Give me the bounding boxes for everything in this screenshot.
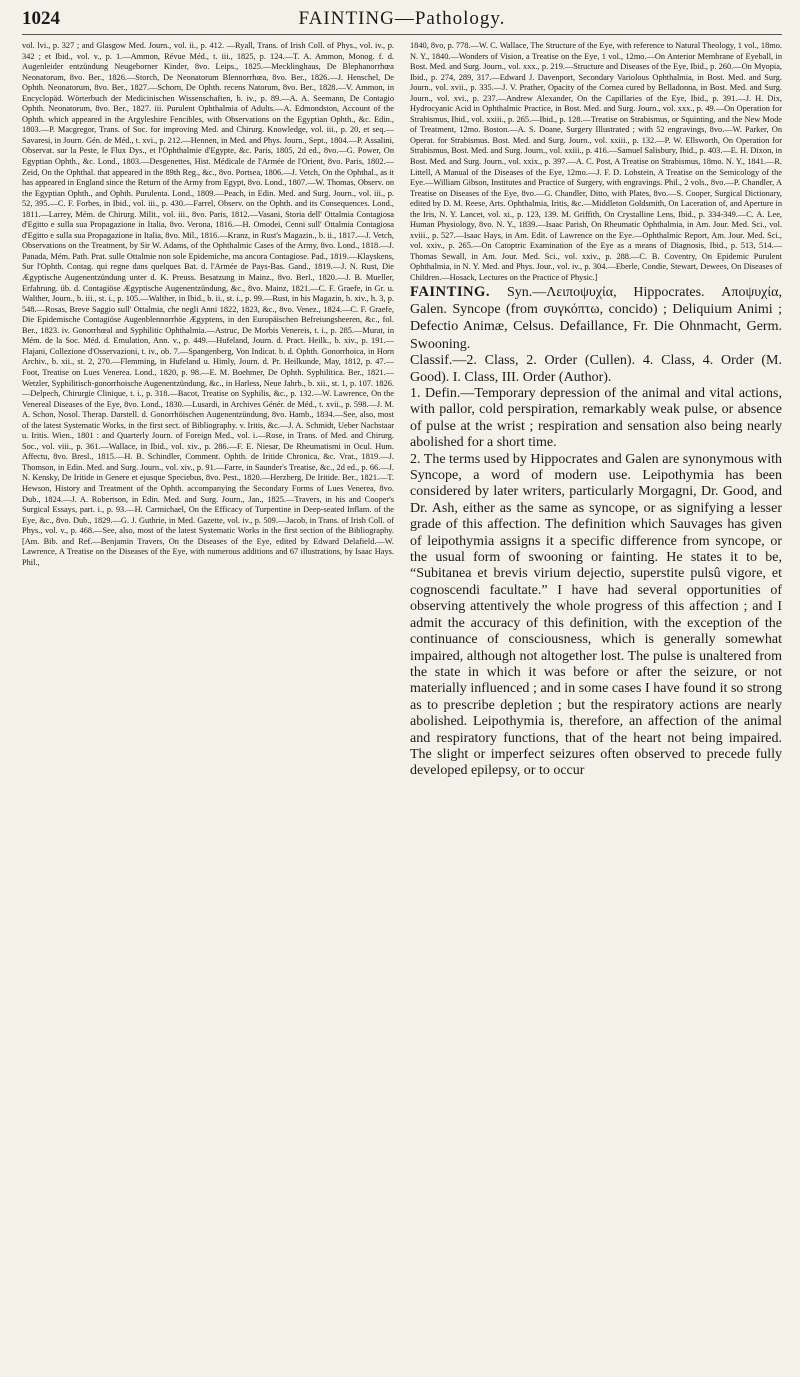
entry-term: FAINTING. bbox=[410, 283, 491, 300]
running-header bbox=[22, 8, 782, 35]
entry-synonyms: Syn.—Λειποψυχία, Hippocrates. Αποψυχία, Galen. Syncope (from συγκόπτω, concido) ; Deliquium Animi ; Defectio Animæ, Celsus. Defaillance, Fr. Die Ohnmacht, Germ. Swooning. bbox=[410, 284, 782, 352]
bibliography-text: vol. lvi., p. 327 ; and Glasgow Med. Journ., vol. ii., p. 412. —Ryall, Trans. of Irish Coll. of Phys., vol. iv., p. 342 ; et Ibid., vol. v., p. 1.—Ammon, Révue Méd., t. iii., 1825, p. 124.—T. A. Ammon, Monog. f. d. Augenleider entzündung Neugeborner Kinder, 8vo. Leips., 1825.—Mecklinghaus, De Blephanorrhœa Neonatorum, 8vo. Ber., 1826.—Storch, De Neonatorum Blennorrhœa, 8vo. Ber., 1826.—J. Henschel, De Ophth. Neonatorum, 8vo. Ber., 1827.—Schorn, De Ophth. recens Natorum, 8vo. Ber., 1828.—V. Ammon, in Encyclopäd. Wörterbuch der Medicinischen Wissenschaften, b. iv., p. 89.—A. A. Seemann, De Contagio Ophth. Neonatorum, 8vo. Ber., 1827. iii. Purulent Ophthalmia of Adults.—A. Edmondston, Account of the Ophth. which appeared in the Argyleshire Fencibles, with Observations on the Egyptian Ophth., &c. Edin., 1803.—P. Macgregor, Trans. of Soc. for improving Med. and Chirurg. Knowledge, vol. iii., p. 20, et seq.—Savaresi, in Journ. Gén. de Méd., t. xvi., p. 212.—Hennen, in Med. and Phys. Journ., Sept., 1804.—P. Assalini, Observat. sur la Peste, le Flux Dys., et l'Ophthalmie d'Egypte, &c. Paris, 1805, 2d ed., 8vo.—G. Power, On Egyptian Ophth., &c. Lond., 1803.—Desgenettes, Hist. Médicale de l'Armée de l'Orient, 8vo. Paris, 1802.—Zeid, On the Ophthal. that appeared in the 89th Reg., &c., 8vo. Portsea, 1806.—J. Vetch, On the Ophthal., as it has appeared in England since the Return of the Army from Egypt, 8vo. Lond., 1807.—W. Thomas, Observ. on the Egyptian Ophth., and Ophth. Purulenta. Lond., 1809.—Peach, in Edin. Med. and Surg. Journ., vol. iii., p. 52, 395.—C. F. Forbes, in Ibid., vol. iii., p. 430.—Farrel, Observ. on the Ophth. and its Consequences. Lond., 1811.—Larrey, Mém. de Chirurg. Milit., vol. iii., 8vo. Paris, 1812.—Vasani, Storia dell' Ottalmia Contagiosa d'Egitto e sulla sua Propagazione in Italia, 8vo. Verona, 1816.—H. Omodei, Cenni sull' Ottalmia Contagiosa d'Egitto e sulla sua Propagazione in Italia, 8vo. Mil., 1816.—Kranz, in Rust's Magazin., b. ii., 1817.—J. Vetch, Observations on the Treatment, by Sir W. Adams, of the Ophthalmic Cases of the Army, 8vo. Lond., 1818.—J. Panada, Mém. Path. Prat. sulle Ottalmie non sole Epidemiche, ma ancora Contagiose. Pad., 1819.—Klayskens, Sur l'Ophth. Contag. qui regne dans quelques Bat. d. l'Armée de Pays-Bas. Gand., 1819.—J. N. Rust, Die Ægyptische Augenentzündung unter d. K. Preuss. Besatzung in Mainz., 8vo. Berl., 1820.—J. B. Mueller, Erfahrung. üb. d. Contagiöse Ægyptische Augenentzündung, &c., 8vo. Mainz, 1821.—C. F. Graefe, in Gr. u. Walther, Journ., b. iii., st. i., p. 105.—Walther, in Ibid., b. ii., st. i., p. 99.—Rust, in his Magazin, b. xiv., h. 3, p. 548.—Rosas, Breve Saggio sull' Ottalmia, che negli Anni 1822, 1823, &c., 8vo. Venez., 1824.—C. F. Graefe, Die Epidemische Contagiöse Augenblennorrhöe Ægyptens, in den Europäischen Befreiungsheeren, &c., fol. Ber., 1823. iv. Gonorrhœal and Syphilitic Ophthalmia.—Astruc, De Morbis Venereis, t. i., p. 285.—Murat, in Mém. de la Soc. Méd. d. Emulation, Ann. v., p. 449.—Hufeland, Journ. d. Pract. Heilk., b. xiv., p. 191.—Flajani, Collezione d'Osservazioni, t. iv., ob. 7.—Spangenberg, Von Indicat. b. d. Ophth. Gonorrhoica, in Horn Archiv., b. xii., st. 2, 270.—Flemming, in Hufeland u. Himly, Journ. d. Pr. Heilkunde, May, 1812, p. 47.—Foot, Treatise on Lues Venerea. Lond., 1820, p. 98.—E. M. Boehmer, De Ophth. Syphilitica. Ber., 1821.—Wetzler, Syphilitisch-gonorrhoische Augenentzündung, &c., in Harless, Neue Jahrb., b. xii., st. 1, p. 107. 1826.—Delpech, Chirurgie Clinique, t. i., p. 318.—Bacot, Treatise on Syphilis, &c., p. 132.—W. Lawrence, On the Venereal Diseases of the Eye, 8vo. Lond., 1830.—Lusardi, in Archives Génér. de Méd., t. xvii., p. 598.—J. M. A. Schon, Nosol. Therap. Darstell. d. Gonorrhöischen Augenentzündung, 8vo. Hamb., 1834.—See, also, most of the latest Systematic Works, in the first sect. of Bibliography. v. Iritis, &c.—J. A. Schmidt, Ueber Nachstaar u. Iritis. Wien., 1801 : and Quarterly Journ. of Foreign Med., vol. i.—Rose, in Trans. of Med. and Chirurg. Soc., vol. viii., p. 361.—Wallace, in Ibid., vol. xiv., p. 286.—F. E. Niesar, De Rheumatismi in Ocul. Hum. Affectu, 8vo. Bresl., 1815.—H. B. Schindler, Comment. Ophth. de Iritide Chronica, &c. Vrat., 1819.—J. Thomson, in Edin. Med. and Surg. Journ., vol. xiv., p. 91.—Farre, in Saunder's Treatise, &c., 2d ed., p. 66.—J. N. Kensky, De Iritide in Genere et ejusque Speciebus, 8vo. Pest., 1820.—Herzberg, De Iritide. Ber., 1821.—T. Hewson, History and Treatment of the Ophth. accompanying the Secondary Forms of Lues Venerea, 8vo. Dub., 1824.—J. A. Robertson, in Edin. Med. and Surg. Journ., Jan., 1825.—Travers, in his and Cooper's Surgical Essays, part. i., p. 93.—H. Carmichael, On the Efficacy of Turpentine in Deep-seated Inflam. of the Eye, &c., 8vo. Dub., 1829.—G. J. Guthrie, in Med. Gazette, vol. iv., p. 509.—Jacob, in Trans. of Irish Coll. of Phys., vol. v., p. 468.—See, also, most of the latest Systematic Works in the first section of the Bibliography. [Am. Bib. and Ref.—Benjamin Travers, On the Diseases of the Eye, edited by Edward Delafield.—W. Lawrence, A Treatise on the Diseases of the Eye, with numerous additions and 67 illustrations, by Isaac Hays. Phil., bbox=[22, 41, 394, 567]
page-number: 1024 bbox=[22, 8, 60, 29]
running-title: FAINTING—Pathology. bbox=[298, 8, 506, 29]
discussion-paragraph: 2. The terms used by Hippocrates and Galen are synonymous with Syncope, a word of modern use. Leipothymia has been considered by later writers, particularly Morgagni, Dr. Good, and Dr. Ash, either as the same as syncope, or as signifying a lesser grade of this affection. The definition which Sauvages has given of leipothymia assigns it a specific difference from syncope, or the usual form of swooning or fainting. He states it to be, “Subitanea et brevis virium dejectio, superstite pulsû vigore, et cognoscendi facultate.” I have had several opportunities of observing attentively the whole progress of this affection ; and I admit the accuracy of this definition, with the exception of the continuance of consciousness, which is generally somewhat impaired, although not altogether lost. The pulse is unaltered from the state in which it was before or after the seizure, or not materially influenced ; and in some cases I have found it so strong as to prescribe depletion ; but the respiratory actions are nearly abolished. Leipothymia is, therefore, an affection of the animal and respiratory functions, that of the heart not being impaired. The slight or imperfect seizures often observed to precede fully developed epilepsy, or to occur bbox=[410, 451, 782, 779]
definition-paragraph: 1. Defin.—Temporary depression of the animal and vital actions, with pallor, cold perspiration, remarkably weak pulse, or absence of pulse at the wrist ; respiration and sensation also being nearly abolished for a short time. bbox=[410, 386, 782, 451]
left-column bbox=[22, 41, 394, 780]
bibliography-continued: 1840, 8vo, p. 778.—W. C. Wallace, The Structure of the Eye, with reference to Natural Theology, 1 vol., 18mo. N. Y., 1840.—Wonders of Vision, a Treatise on the Eye, 1 vol., 12mo.—On Anterior Membrane of Eyeball, in Bost. Med. and Surg. Journ., vol. xxx., p. 219.—Structure and Diseases of the Eye, Ibid., p. 260.—On Myopia, Ibid., p. 274, 289, 317.—Edward J. Davenport, Secondary Variolous Ophthalmia, in Bost. Med. and Surg. Journ., vol. xvii., p. 335.—J. V. Prather, Opacity of the Cornea cured by Belladonna, in Bost. Med. and Surg. Journ., vol. xvi., p. 237.—Andrew Alexander, On the Capillaries of the Eye, Ibid., p. 391.—J. H. Dix, Hydrocyanic Acid in Ophthalmic Practice, in Bost. Med. and Surg. Journ., vol. xxx., p. 49.—On Operation for Strabismus, Ibid., vol. xxiii., p. 265.—Ibid., p. 128.—Treatise on Strabismus, or Squinting, and the New Mode of Treatment, 12mo. Boston.—A. S. Doane, Surgery Illustrated ; with 52 engravings, 8vo.—W. Parker, On Operat. for Strabismus. Bost. Med. and Surg. Journ., vol. xxiii., p. 132.—P. W. Ellsworth, On Operation for Strabismus, Bost. Med. and Surg. Journ., vol. xxiii., p. 416.—Samuel Salisbury, Ibid., p. 403.—E. H. Dixon, in Bost. Med. and Surg. Journ., vol. xxix., p. 397.—A. C. Post, A Treatise on Strabismus, 18mo. N. Y., 1841.—R. Littell, A Manual of the Diseases of the Eye, 12mo.—J. F. D. Lobstein, A Treatise on the Semicology of the Eye.—William Gibson, Institutes and Practice of Surgery, with engravings. Phil., 2 vols., 8vo.—P. Chandler, A Treatise on Diseases of the Eye, 8vo.—G. Chandler, Ditto, with Plates, 8vo.—S. Cooper, Surgical Dictionary, edited by D. M. Reese, Arts. Ophthalmia, Iritis, &c.—Middleton Goldsmith, On Laceration of, and Aperture in the Iris, N. Y. Lancet, vol. xi., p. 123, 139. M. Griffith, On Crystalline Lens, Ibid., p. 334-349.—C. A. Lee, Human Physiology, 8vo. N. Y., 1839.—Isaac Parish, On Rheumatic Ophthalmia, in Am. Jour. Med. Sci., vol. xviii., p. 527.—Isaac Hays, in Am. Edit. of Lawrence on the Eye.—Ophthalmic Report, Am. Jour. Med. Sci., vol. xxiv., p. 265.—On Catoptric Examination of the Eye as a means of Diagnosis, Ibid., p. 513, 514.—Thomas Sewall, in Am. Jour. Med. Sci., vol. xxiv., p. 288.—C. B. Coventry, On Epidemic Purulent Ophthalmia, in N. Y. Med. and Phys. Jour., vol. iv., p. 304.—Eberle, Condie, Stewart, Dewees, On Diseases of Children.—Hosack, Lectures on the Practice of Physic.] bbox=[410, 41, 783, 283]
entry-classification: Classif.—2. Class, 2. Order (Cullen). 4. Class, 4. Order (M. Good). I. Class, III. Order (Author). bbox=[410, 353, 782, 385]
two-columns bbox=[22, 41, 782, 780]
entry-heading bbox=[410, 284, 782, 354]
right-column bbox=[410, 41, 782, 780]
